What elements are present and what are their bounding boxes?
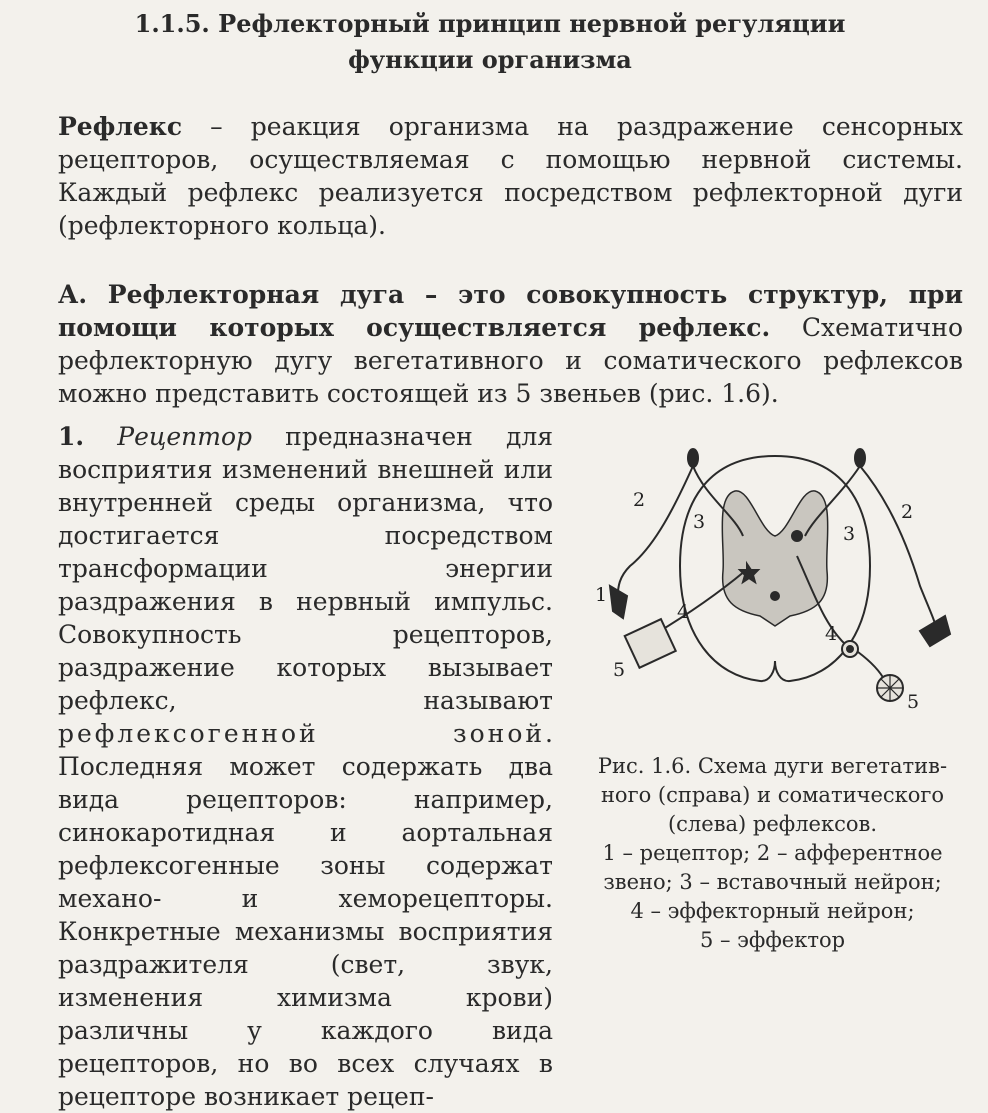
- grey-matter: [722, 491, 828, 626]
- central-canal: [771, 592, 779, 600]
- label-3-right: 3: [843, 523, 856, 545]
- caption-line: 5 – эффектор: [699, 928, 846, 952]
- label-3-left: 3: [693, 511, 706, 533]
- caption-line: звено; 3 – вставочный нейрон;: [603, 870, 942, 894]
- left-receptor: [610, 586, 627, 618]
- caption-line: 1 – рецептор; 2 – афферентное: [602, 841, 943, 865]
- right-receptor: [920, 616, 950, 646]
- term-receptor: Рецептор: [117, 422, 252, 451]
- term-reflexogenic-zone: рефлексогенной зоной: [58, 719, 546, 748]
- label-2-left: 2: [633, 489, 646, 511]
- label-4-right: 4: [825, 623, 838, 645]
- heading-line-1: 1.1.5. Рефлекторный принцип нервной регуляции: [134, 9, 846, 38]
- right-spinal-ganglion: [855, 449, 865, 467]
- section-heading: [60, 6, 920, 78]
- paragraph-reflex-definition: [58, 110, 963, 242]
- left-spinal-ganglion: [688, 449, 698, 467]
- postganglionic-fiber: [858, 652, 885, 681]
- figure-caption: [575, 752, 970, 955]
- heading-line-2: функции организма: [348, 45, 632, 74]
- label-5-right: 5: [907, 691, 920, 713]
- caption-line: ного (справа) и соматического: [600, 783, 945, 807]
- label-5-left: 5: [613, 659, 626, 681]
- reflex-arc-diagram: [585, 436, 965, 736]
- interneuron-body: [792, 531, 802, 541]
- right-afferent-fiber: [860, 466, 937, 631]
- paragraph-text: – реакция организма на раздражение сенсорных рецепторов, осуществляемая с помощью нервной системы. Каждый рефлекс реализуется посредством рефлекторной дуги (рефлекторного кольца).: [58, 112, 963, 240]
- paragraph-receptor: [58, 420, 553, 1113]
- caption-line: (слева) рефлексов.: [667, 812, 878, 836]
- paragraph-text: Схематично рефлекторную дугу вегетативного и соматического рефлексов можно представить состоящей из 5 звеньев (рис. 1.6).: [58, 313, 963, 408]
- label-1: 1: [595, 584, 608, 606]
- item-number: 1.: [58, 422, 85, 451]
- caption-line: 4 – эффекторный нейрон;: [630, 899, 915, 923]
- paragraph-text: предназначен для восприятия изменений внешней или внутренней среды организма, что достигается посредством трансформации энергии раздражения в нервный импульс. Совокупность рецепторов, раздражение которых вызывает рефлекс, называют: [58, 422, 553, 715]
- reflex-arc-definition: А. Рефлекторная дуга – это совокупность структур, при помощи которых осуществляется рефлекс.: [58, 280, 963, 342]
- paragraph-reflex-arc: [58, 278, 963, 410]
- paragraph-text-cont: . Последняя может содержать два вида рецепторов: например, синокаротидная и аортальная рефлексогенные зоны содержат механо- и хеморецепторы. Конкретные механизмы восприятия раздражителя (свет, звук, изменения химизма крови) различны у каждого вида рецепторов, но во всех случаях в рецепторе возникает рецеп-: [58, 719, 553, 1111]
- label-4-left: 4: [677, 601, 690, 623]
- caption-line: Рис. 1.6. Схема дуги вегетатив-: [597, 754, 948, 778]
- label-2-right: 2: [901, 501, 914, 523]
- term-reflex: Рефлекс: [58, 112, 183, 141]
